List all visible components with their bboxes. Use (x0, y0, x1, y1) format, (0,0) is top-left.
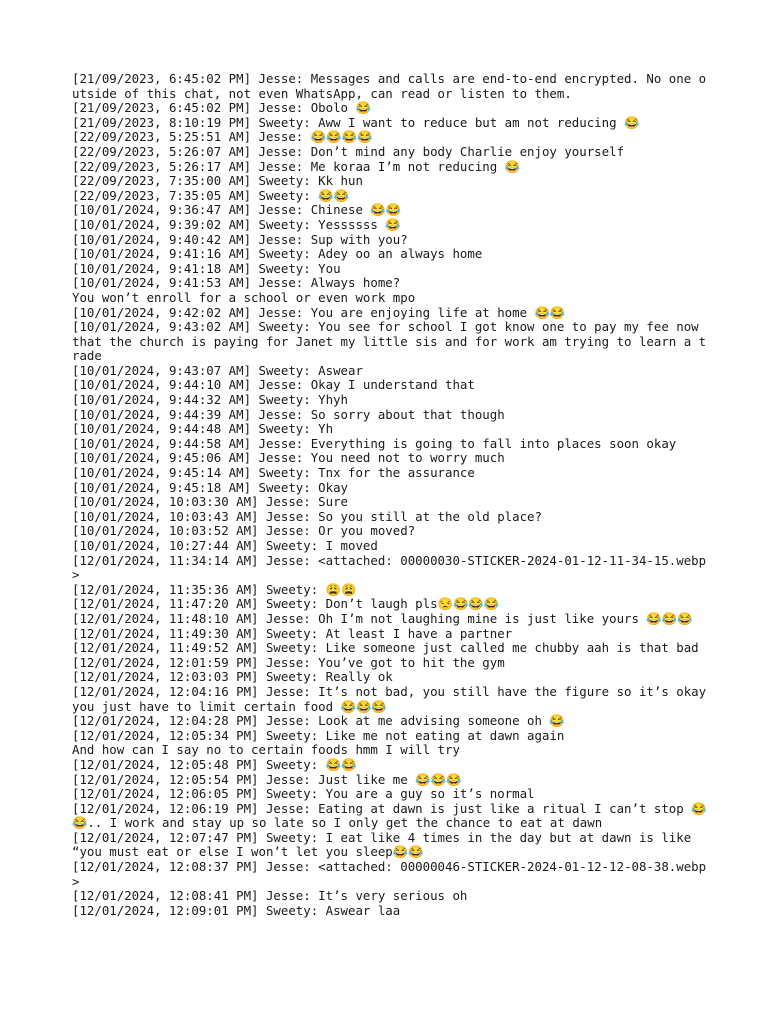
chat-message-line: [10/01/2024, 9:44:48 AM] Sweety: Yh (72, 421, 334, 437)
chat-message-line: [12/01/2024, 12:07:47 PM] Sweety: I eat like 4 times in the day but at dawn is like “you must eat or else I won’t let you sleep😂😂 (72, 829, 699, 860)
chat-message-line: [12/01/2024, 12:04:28 PM] Jesse: Look at me advising someone oh 😂 (72, 713, 565, 729)
chat-message-line: [10/01/2024, 9:45:14 AM] Sweety: Tnx for the assurance (72, 465, 475, 481)
chat-message-line: [22/09/2023, 7:35:00 AM] Sweety: Kk hun (72, 173, 363, 189)
chat-message-line: [10/01/2024, 9:44:10 AM] Jesse: Okay I understand that (72, 377, 475, 393)
chat-message-line: [10/01/2024, 9:45:06 AM] Jesse: You need not to worry much (72, 450, 505, 466)
chat-message-line: [12/01/2024, 11:34:14 AM] Jesse: <attached: 00000030-STICKER-2024-01-12-11-34-15.webp> (72, 552, 707, 583)
chat-message-line: [12/01/2024, 11:49:52 AM] Sweety: Like someone just called me chubby aah is that bad (72, 640, 699, 656)
chat-message-line: [10/01/2024, 9:41:18 AM] Sweety: You (72, 260, 341, 276)
chat-message-line: [22/09/2023, 7:35:05 AM] Sweety: 😂😂 (72, 187, 350, 203)
chat-message-line: [10/01/2024, 9:41:16 AM] Sweety: Adey oo an always home (72, 246, 483, 262)
chat-message-line: [22/09/2023, 5:26:07 AM] Jesse: Don’t mind any body Charlie enjoy yourself (72, 143, 625, 159)
chat-message-line: [10/01/2024, 9:44:39 AM] Jesse: So sorry about that though (72, 406, 505, 422)
chat-message-line: [12/01/2024, 12:05:34 PM] Sweety: Like me not eating at dawn again And how can I say no to certain foods hmm I will try (72, 727, 565, 758)
chat-message-line: [10/01/2024, 9:39:02 AM] Sweety: Yessssss 😂 (72, 216, 401, 232)
chat-message-line: [22/09/2023, 5:25:51 AM] Jesse: 😂😂😂😂 (72, 129, 373, 145)
chat-message-line: [10/01/2024, 9:43:02 AM] Sweety: You see for school I got know one to pay my fee now that the church is paying for Janet my little sis and for work am trying to learn a trade (72, 319, 707, 364)
chat-message-line: [12/01/2024, 12:08:37 PM] Jesse: <attached: 00000046-STICKER-2024-01-12-12-08-38.webp> (72, 859, 707, 889)
chat-message-line: [21/09/2023, 6:45:02 PM] Jesse: Obolo 😂 (72, 100, 371, 116)
chat-message-line: [10/01/2024, 10:03:30 AM] Jesse: Sure (72, 494, 349, 510)
chat-message-line: [10/01/2024, 10:03:52 AM] Jesse: Or you moved? (72, 523, 416, 539)
chat-message-line: [10/01/2024, 10:03:43 AM] Jesse: So you still at the old place? (72, 508, 542, 524)
chat-message-line: [10/01/2024, 9:42:02 AM] Jesse: You are enjoying life at home 😂😂 (72, 304, 566, 320)
chat-message-line: [12/01/2024, 12:05:48 PM] Sweety: 😂😂 (72, 756, 357, 772)
chat-message-line: [12/01/2024, 12:06:19 PM] Jesse: Eating at dawn is just like a ritual I can’t stop 😂😂.. I work and stay up so late so I only get the chance to eat at dawn (72, 800, 707, 831)
chat-message-line: [12/01/2024, 11:35:36 AM] Sweety: 😩😩 (72, 581, 357, 597)
chat-message-line: [12/01/2024, 12:09:01 PM] Sweety: Aswear laa (72, 902, 401, 918)
chat-message-line: [12/01/2024, 12:05:54 PM] Jesse: Just like me 😂😂😂 (72, 771, 462, 787)
chat-message-line: [12/01/2024, 12:03:03 PM] Sweety: Really ok (72, 669, 393, 685)
chat-message-line: [21/09/2023, 6:45:02 PM] Jesse: Messages and calls are end-to-end encrypted. No one outside of this chat, not even WhatsApp, can read or listen to them. (72, 71, 707, 101)
chat-log (72, 72, 712, 918)
chat-message-line: [12/01/2024, 12:06:05 PM] Sweety: You are a guy so it’s normal (72, 786, 535, 802)
chat-message-line: [12/01/2024, 11:47:20 AM] Sweety: Don’t laugh pls😒😂😂😂 (72, 596, 500, 612)
chat-message-line: [10/01/2024, 9:43:07 AM] Sweety: Aswear (72, 362, 363, 378)
chat-message-line: [12/01/2024, 12:08:41 PM] Jesse: It’s very serious oh (72, 888, 468, 904)
chat-message-line: [10/01/2024, 10:27:44 AM] Sweety: I moved (72, 538, 378, 553)
chat-message-line: [12/01/2024, 11:48:10 AM] Jesse: Oh I’m not laughing mine is just like yours 😂😂😂 (72, 610, 693, 626)
chat-message-line: [22/09/2023, 5:26:17 AM] Jesse: Me koraa I’m not reducing 😂 (72, 158, 521, 174)
chat-message-line: [10/01/2024, 9:44:58 AM] Jesse: Everything is going to fall into places soon okay (72, 435, 677, 451)
chat-message-line: [10/01/2024, 9:40:42 AM] Jesse: Sup with you? (72, 231, 408, 247)
chat-message-line: [12/01/2024, 12:04:16 PM] Jesse: It’s not bad, you still have the figure so it’s okay you just have to limit certain food 😂😂😂 (72, 683, 714, 714)
chat-message-line: [10/01/2024, 9:36:47 AM] Jesse: Chinese 😂😂 (72, 202, 402, 218)
chat-message-line: [10/01/2024, 9:45:18 AM] Sweety: Okay (72, 479, 349, 495)
chat-message-line: [10/01/2024, 9:41:53 AM] Jesse: Always home? You won’t enroll for a school or even work mpo (72, 275, 416, 305)
chat-message-line: [10/01/2024, 9:44:32 AM] Sweety: Yhyh (72, 392, 349, 408)
chat-message-line: [12/01/2024, 11:49:30 AM] Sweety: At least I have a partner (72, 625, 513, 641)
chat-message-line: [12/01/2024, 12:01:59 PM] Jesse: You’ve got to hit the gym (72, 654, 505, 670)
chat-message-line: [21/09/2023, 8:10:19 PM] Sweety: Aww I want to reduce but am not reducing 😂 (72, 114, 640, 130)
